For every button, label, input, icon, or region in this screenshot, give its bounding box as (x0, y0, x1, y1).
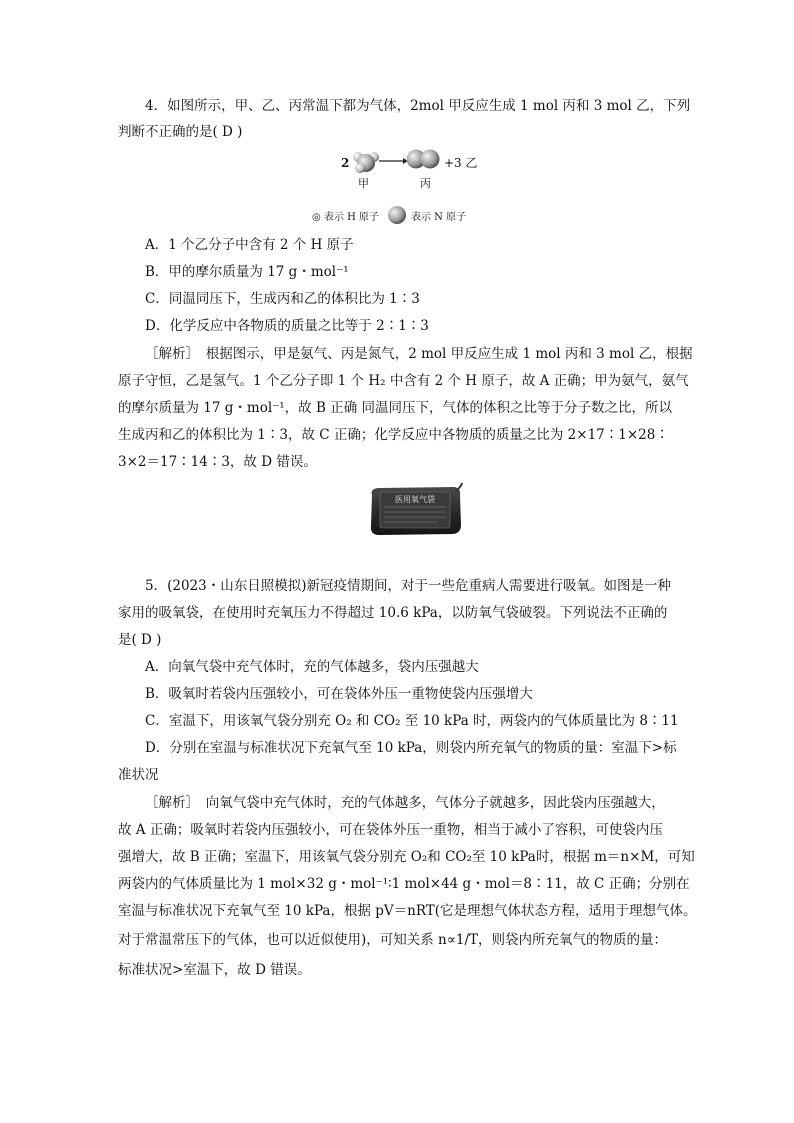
q5-option-c: C．室温下，用该氧气袋分别充 O₂ 和 CO₂ 至 10 kPa 时，两袋内的气体质量比为 8∶11 (145, 713, 679, 729)
q5-stem-line-1: 5．(2023・山东日照模拟)新冠疫情期间，对于一些危重病人需要进行吸氧。如图是一种 (145, 578, 671, 594)
q4-option-d: D．化学反应中各物质的质量之比等于 2∶1∶3 (145, 318, 429, 334)
q4-option-b: B．甲的摩尔质量为 17 g・mol⁻¹ (145, 264, 349, 280)
q5-analysis-line-7: 标准状况>室温下，故 D 错误。 (118, 962, 311, 978)
q5-analysis-line-6: 对于常温常压下的气体，也可以近似使用)，可知关系 n∝1/T，则袋内所充氧气的物质的量： (118, 932, 668, 948)
reaction-arrow-icon (378, 156, 408, 166)
q5-option-d-cont: 准状况 (118, 767, 159, 783)
q5-analysis-line-2: 故 A 正确；吸氧时若袋内压强较小，可在袋体外压一重物，相当于减小了容积，可使袋内压 (118, 822, 663, 838)
q4-analysis-line-5: 3×2＝17∶14∶3，故 D 错误。 (118, 454, 317, 470)
q4-option-a: A．1 个乙分子中含有 2 个 H 原子 (145, 237, 354, 253)
q5-stem-line-3: 是( D ) (118, 632, 162, 648)
q4-analysis-line-4: 生成丙和乙的体积比为 1∶3，故 C 正确；化学反应中各物质的质量之比为 2×17∶1×28∶ (118, 427, 669, 443)
q4-stem-line-2: 判断不正确的是( D ) (118, 124, 243, 140)
q4-analysis-line-3: 的摩尔质量为 17 g・mol⁻¹，故 B 正确 同温同压下，气体的体积之比等于分子数之比，所以 (118, 400, 672, 416)
q4-analysis-line-1: ［解析］ 根据图示，甲是氨气、丙是氮气，2 mol 甲反应生成 1 mol 丙和 3 mol 乙，根据 (145, 346, 693, 362)
q5-option-a: A．向氧气袋中充气体时，充的气体越多，袋内压强越大 (145, 659, 479, 675)
q5-stem-line-2: 家用的吸氧袋，在使用时充氧压力不得超过 10.6 kPa，以防氧气袋破裂。下列说法不正确的 (118, 605, 668, 621)
diagram-right-text: +3 乙 (444, 156, 478, 170)
q4-option-c: C．同温同压下，生成丙和乙的体积比为 1∶3 (145, 291, 420, 307)
diagram-legend (312, 205, 466, 225)
nitrogen-molecule-icon (406, 147, 440, 171)
diagram-label-bing: 丙 (420, 177, 431, 190)
bag-label: 医用氧气袋 (395, 495, 435, 504)
q5-option-d: D．分别在室温与标准状况下充氧气至 10 kPa，则袋内所充氧气的物质的量：室温下>标 (145, 740, 677, 756)
diagram-label-jia: 甲 (358, 177, 369, 190)
q5-analysis-line-5: 室温与标准状况下充氧气至 10 kPa，根据 pV＝nRT(它是理想气体状态方程，适用于理想气体。 (118, 903, 697, 919)
q5-option-b: B．吸氧时若袋内压强较小，可在袋体外压一重物使袋内压强增大 (145, 686, 533, 702)
oxygen-bag-image (366, 483, 464, 538)
q5-analysis-line-3: 强增大，故 B 正确；室温下，用该氧气袋分别充 O₂和 CO₂至 10 kPa时，根据 m＝n×M，可知 (118, 849, 695, 865)
n-atom-legend-icon (387, 205, 407, 225)
q4-stem-line-1: 4．如图所示，甲、乙、丙常温下都为气体，2mol 甲反应生成 1 mol 丙和 3 mol 乙，下列 (145, 98, 691, 114)
legend-n-label: 表示 N 原子 (410, 211, 467, 223)
q5-analysis-line-4: 两袋内的气体质量比为 1 mol×32 g・mol⁻¹∶1 mol×44 g・mol＝8∶11，故 C 正确；分别在 (118, 876, 690, 892)
q5-analysis-line-1: ［解析］ 向氧气袋中充气体时，充的气体越多，气体分子就越多，因此袋内压强越大， (145, 795, 665, 811)
legend-h-label: ◎ 表示 H 原子 (312, 211, 379, 223)
q4-analysis-line-2: 原子守恒，乙是氢气。1 个乙分子即 1 个 H₂ 中含有 2 个 H 原子，故 A 正确；甲为氨气，氨气 (118, 373, 689, 389)
diagram-coef-left: 2 (341, 156, 350, 170)
